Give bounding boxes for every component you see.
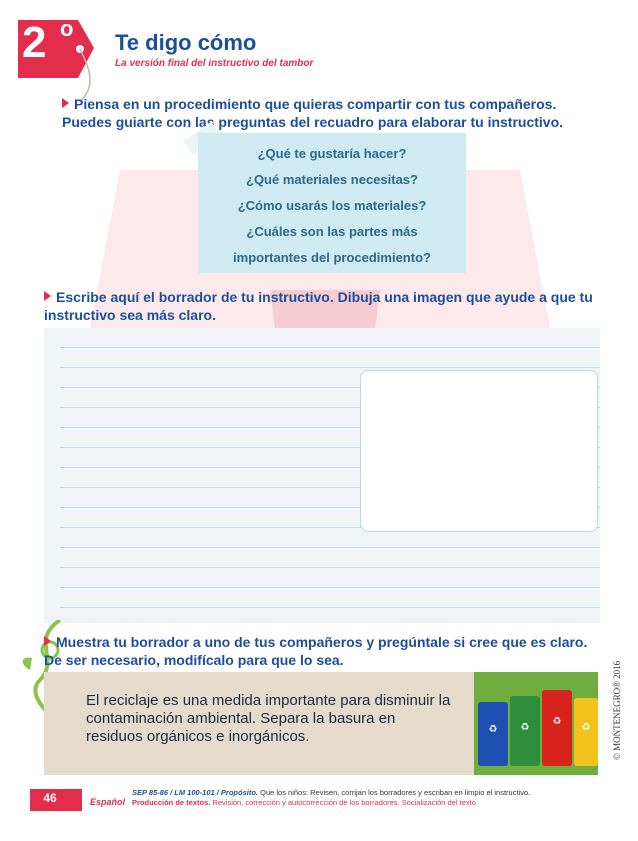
recycling-bins-icon: [474, 672, 598, 775]
svg-text:♻: ♻: [488, 724, 498, 735]
footer-purpose: Que los niños: Revisen, corrijan los borradores y escriban en limpio el instructivo.: [258, 788, 531, 797]
question-item: ¿Qué te gustaría hacer?: [257, 146, 407, 161]
instruction-1: [62, 95, 602, 131]
instruction-2: [44, 288, 600, 324]
bullet-triangle-icon: [62, 98, 69, 108]
grade-number: 2: [22, 18, 47, 67]
drawing-box[interactable]: [360, 370, 598, 532]
questions-box: [198, 133, 466, 273]
recycling-banner: [44, 672, 598, 775]
copyright-label: © MONTENEGRO® 2016: [612, 660, 622, 760]
svg-text:♻: ♻: [552, 716, 562, 727]
footer-highlight: Producción de textos.: [132, 798, 211, 807]
subject-label: Español: [90, 797, 126, 807]
page-number: 46: [43, 791, 57, 805]
instruction-3-text: Muestra tu borrador a uno de tus compañeros y pregúntale si cree que es claro. De ser necesario, modifícalo para que lo sea.: [44, 634, 588, 668]
question-item: importantes del procedimiento?: [233, 250, 431, 265]
instruction-2-text: Escribe aquí el borrador de tu instructivo. Dibuja una imagen que ayude a que tu instructivo sea más claro.: [44, 289, 593, 323]
bullet-triangle-icon: [44, 636, 51, 646]
svg-text:♻: ♻: [520, 722, 530, 733]
svg-text:♻: ♻: [581, 722, 591, 733]
page-subtitle: La versión final del instructivo del tambor: [115, 58, 314, 69]
question-item: ¿Qué materiales necesitas?: [246, 172, 418, 187]
grade-degree: o: [60, 16, 74, 41]
footer-reference: SEP 85-86 / LM 100-101 / Propósito.: [132, 788, 259, 797]
footer-note: [132, 788, 602, 808]
page-title: Te digo cómo: [115, 30, 257, 55]
question-item: ¿Cómo usarás los materiales?: [237, 198, 427, 213]
instruction-1-text: Piensa en un procedimiento que quieras compartir con tus compañeros. Puedes guiarte con las preguntas del recuadro para elaborar tu instructivo.: [62, 96, 564, 130]
recycling-text: El reciclaje es una medida importante para disminuir la contaminación ambiental. Separa la basura en residuos orgánicos e inorgánicos.: [86, 692, 451, 745]
bullet-triangle-icon: [44, 291, 51, 301]
draft-writing-area[interactable]: [44, 328, 600, 623]
footer-detail: Revisión, corrección y autocorrección de los borradores. Socialización del texto.: [210, 798, 478, 807]
question-item: ¿Cuáles son las partes más: [246, 224, 418, 239]
instruction-3: [44, 633, 600, 669]
